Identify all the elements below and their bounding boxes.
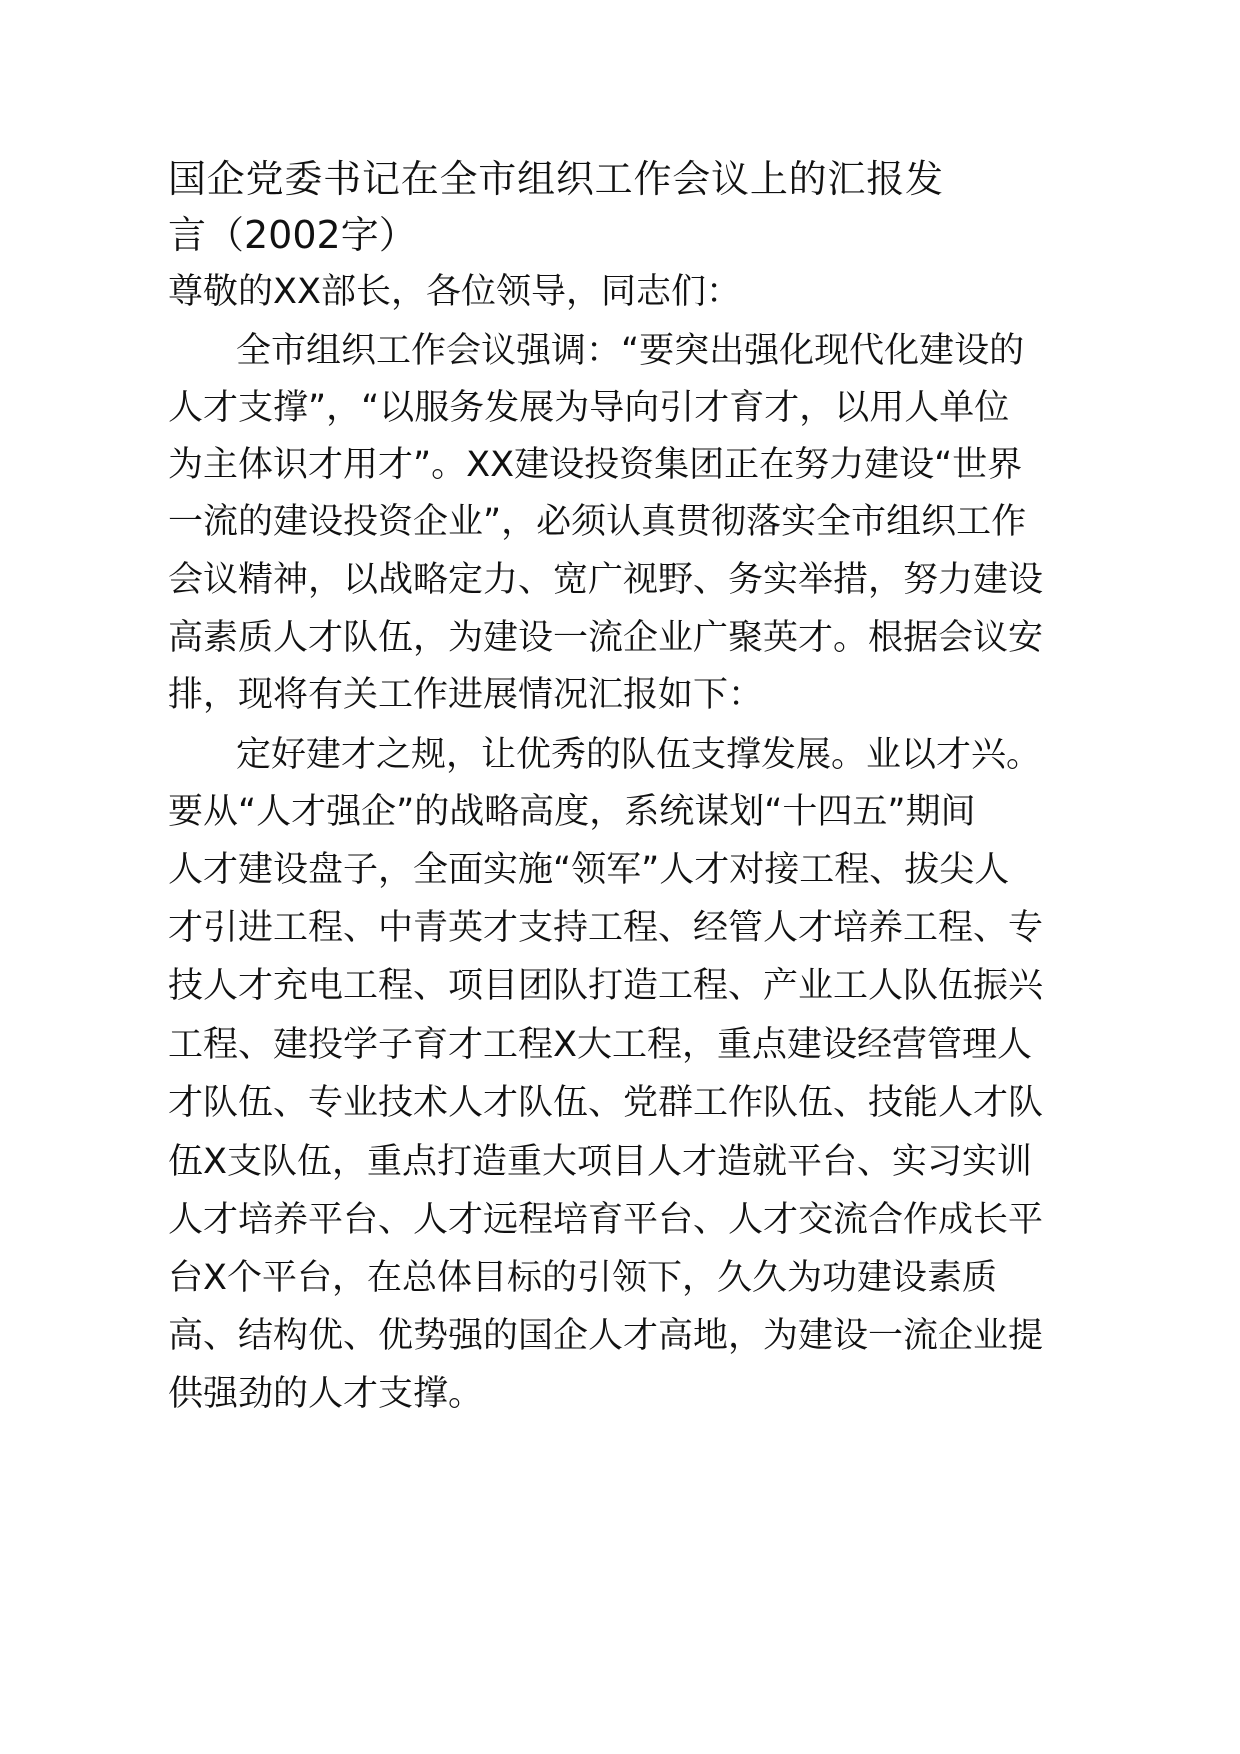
paragraph-2-line-1: 定好建才之规，让优秀的队伍支撑发展。业以才兴。 — [236, 735, 1042, 775]
document-title-line-2: 言（2002字） — [168, 213, 417, 257]
paragraph-2-line-8: 伍X支队伍，重点打造重大项目人才造就平台、实习实训 — [168, 1142, 1032, 1182]
paragraph-2-line-7: 才队伍、专业技术人才队伍、党群工作队伍、技能人才队 — [168, 1083, 1044, 1123]
document-title-line-1: 国企党委书记在全市组织工作会议上的汇报发 — [168, 157, 943, 201]
paragraph-1-line-3: 为主体识才用才”。XX建设投资集团正在努力建设“世界 — [168, 445, 1023, 485]
paragraph-2-line-9: 人才培养平台、人才远程培育平台、人才交流合作成长平 — [168, 1200, 1044, 1240]
paragraph-1-line-1: 全市组织工作会议强调：“要突出强化现代化建设的 — [236, 331, 1025, 371]
paragraph-2-line-11: 高、结构优、优势强的国企人才高地，为建设一流企业提 — [168, 1316, 1044, 1356]
paragraph-1-line-4: 一流的建设投资企业”，必须认真贯彻落实全市组织工作 — [168, 502, 1027, 542]
paragraph-1-line-5: 会议精神，以战略定力、宽广视野、务实举措，努力建设 — [168, 560, 1044, 600]
paragraph-2-line-2: 要从“人才强企”的战略高度，系统谋划“十四五”期间 — [168, 792, 976, 832]
paragraph-2-line-10: 台X个平台，在总体目标的引领下，久久为功建设素质 — [168, 1258, 997, 1298]
paragraph-2-line-4: 才引进工程、中青英才支持工程、经管人才培养工程、专 — [168, 908, 1044, 948]
paragraph-2-line-5: 技人才充电工程、项目团队打造工程、产业工人队伍振兴 — [168, 966, 1044, 1006]
paragraph-2-line-6: 工程、建投学子育才工程X大工程，重点建设经营管理人 — [168, 1025, 1032, 1065]
paragraph-2-line-12: 供强劲的人才支撑。 — [168, 1374, 484, 1414]
paragraph-1-line-7: 排，现将有关工作进展情况汇报如下： — [168, 675, 764, 715]
paragraph-1-line-2: 人才支撑”，“以服务发展为导向引才育才，以用人单位 — [168, 388, 1010, 428]
paragraph-1-line-6: 高素质人才队伍，为建设一流企业广聚英才。根据会议安 — [168, 618, 1044, 658]
salutation: 尊敬的XX部长，各位领导，同志们： — [168, 272, 741, 312]
paragraph-2-line-3: 人才建设盘子，全面实施“领军”人才对接工程、拔尖人 — [168, 850, 1010, 890]
